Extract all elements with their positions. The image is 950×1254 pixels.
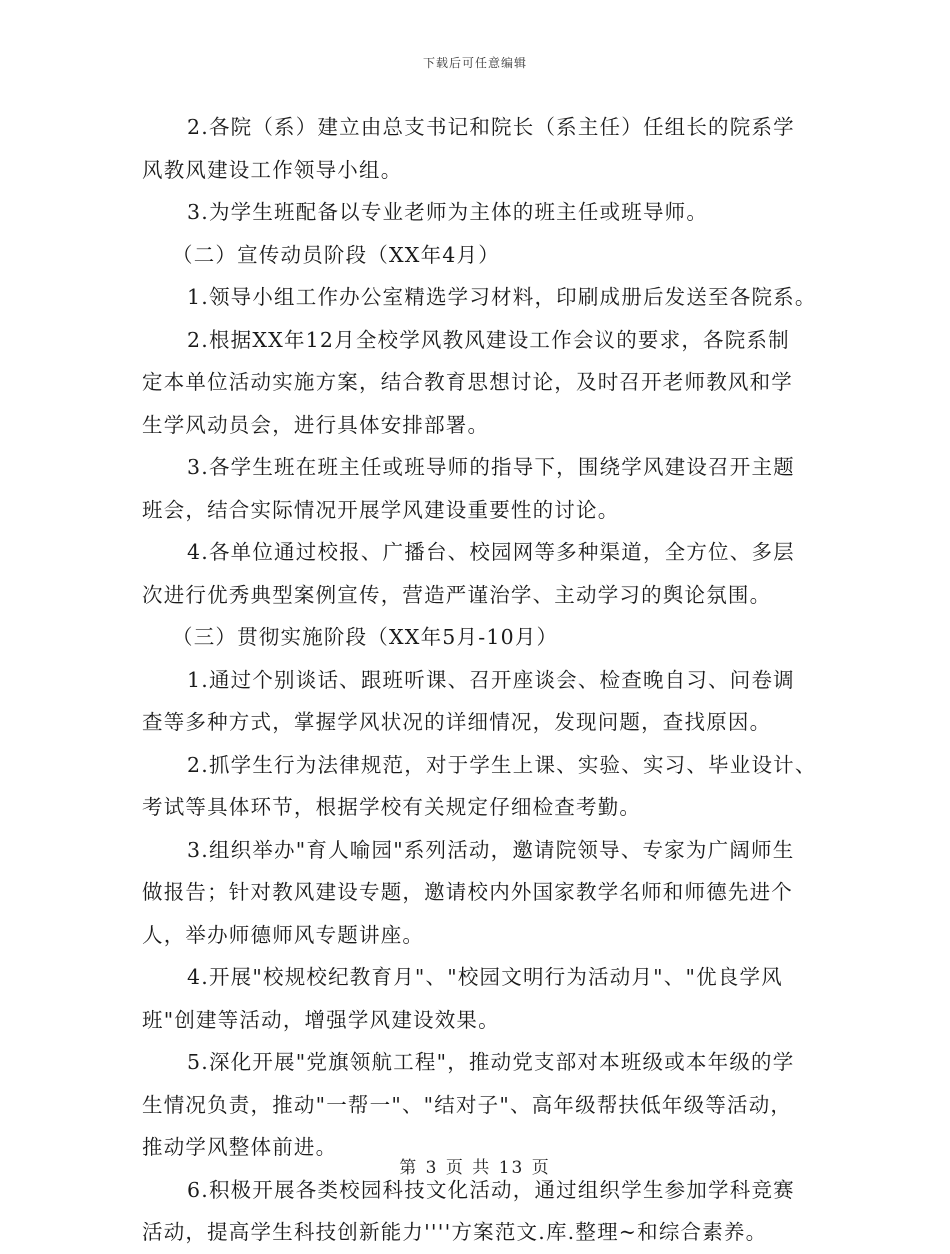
text-line: （二）宣传动员阶段（XX年4月） <box>172 242 500 267</box>
text-line: 3.为学生班配备以专业老师为主体的班主任或班导师。 <box>187 200 709 224</box>
text-line: 班"创建等活动，增强学风建设效果。 <box>142 1007 500 1032</box>
text-line: 推动学风整体前进。 <box>142 1135 338 1159</box>
text-line: 5.深化开展"党旗领航工程"，推动党支部对本班级或本年级的学 <box>187 1050 795 1074</box>
text-line: 次进行优秀典型案例宣传，营造严谨治学、主动学习的舆论氛围。 <box>142 582 772 607</box>
text-line: 班会，结合实际情况开展学风建设重要性的讨论。 <box>142 497 620 522</box>
text-line: 2.各院（系）建立由总支书记和院长（系主任）任组长的院系学 <box>187 115 795 139</box>
page-header: 下载后可任意编辑 <box>422 56 527 70</box>
text-line: 活动，提高学生科技创新能力''''方案范文.库.整理~和综合素养。 <box>142 1220 768 1244</box>
text-line: 定本单位活动实施方案，结合教育思想讨论，及时召开老师教风和学 <box>142 370 793 394</box>
text-line: 2.抓学生行为法律规范，对于学生上课、实验、实习、毕业设计、 <box>187 752 817 777</box>
document-body <box>142 106 817 1254</box>
text-line: 人，举办师德师风专题讲座。 <box>142 922 425 947</box>
text-line: 2.根据XX年12月全校学风教风建设工作会议的要求，各院系制 <box>187 327 790 352</box>
text-line: 风教风建设工作领导小组。 <box>142 157 403 182</box>
text-line: 1.领导小组工作办公室精选学习材料，印刷成册后发送至各院系。 <box>187 285 817 309</box>
text-line: 3.各学生班在班主任或班导师的指导下，围绕学风建设召开主题 <box>187 455 795 479</box>
text-line: 生学风动员会，进行具体安排部署。 <box>142 412 490 437</box>
text-line: 考试等具体环节，根据学校有关规定仔细检查考勤。 <box>142 795 642 819</box>
text-line: 查等多种方式，掌握学风状况的详细情况，发现问题，查找原因。 <box>142 710 772 734</box>
text-line: 1.通过个别谈话、跟班听课、召开座谈会、检查晚自习、问卷调 <box>187 667 795 692</box>
text-line: 4.开展"校规校纪教育月"、"校园文明行为活动月"、"优良学风 <box>187 965 783 989</box>
text-line: 6.积极开展各类校园科技文化活动，通过组织学生参加学科竞赛 <box>187 1177 795 1202</box>
text-line: 3.组织举办"育人喻园"系列活动，邀请院领导、专家为广阔师生 <box>187 837 795 862</box>
text-line: 4.各单位通过校报、广播台、校园网等多种渠道，全方位、多层 <box>187 540 795 564</box>
text-line: （三）贯彻实施阶段（XX年5月-10月） <box>172 625 559 649</box>
text-line: 生情况负责，推动"一帮一"、"结对子"、高年级帮扶低年级等活动， <box>142 1092 793 1117</box>
page-footer: 第 3 页 共 13 页 <box>399 1158 551 1178</box>
text-line: 做报告；针对教风建设专题，邀请校内外国家教学名师和师德先进个 <box>142 880 793 904</box>
